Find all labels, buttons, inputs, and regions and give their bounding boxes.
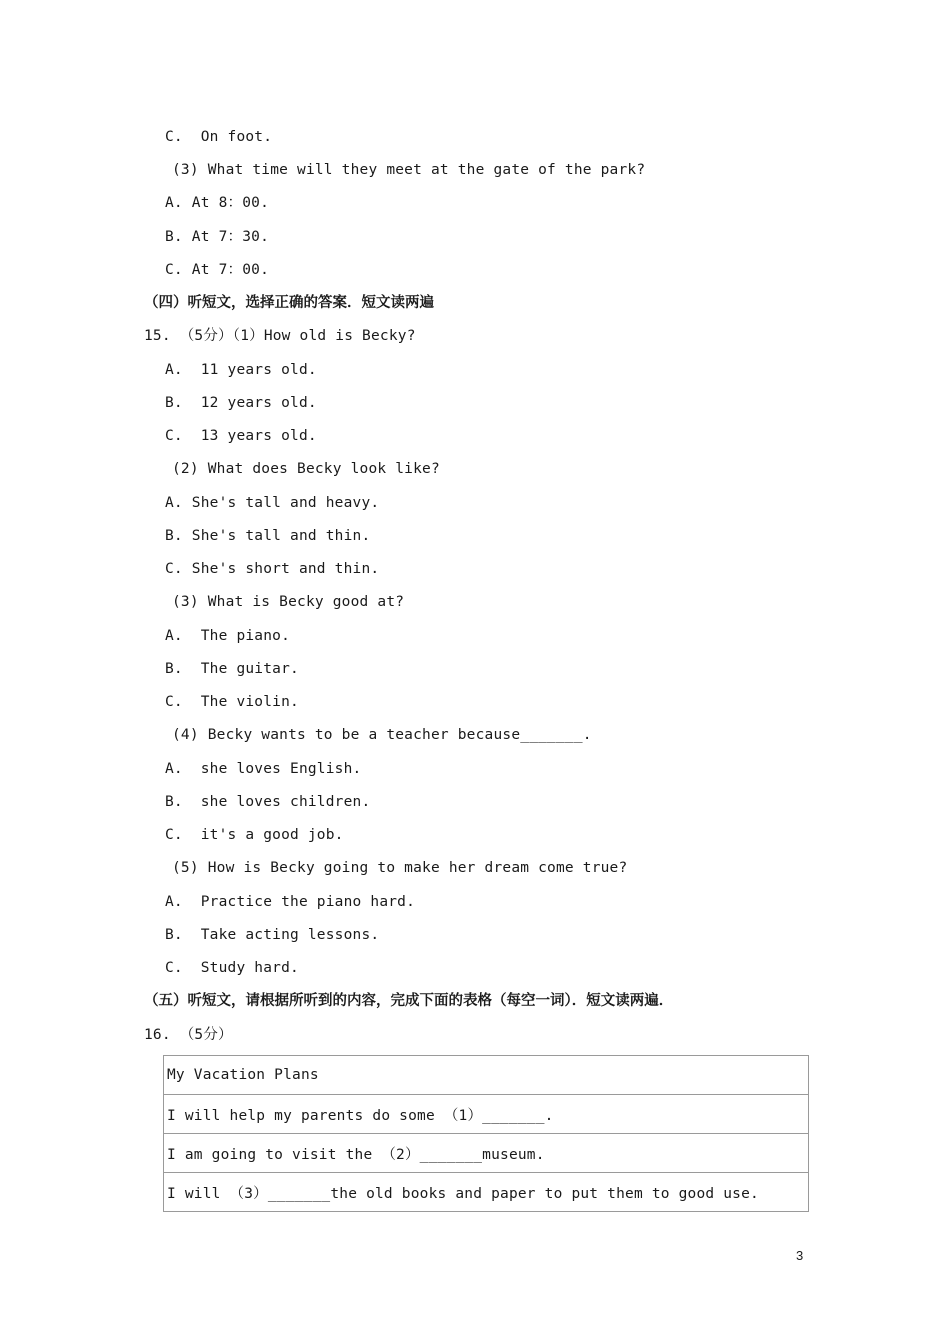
q4-option-c: C. it's a good job. <box>165 827 344 843</box>
q2-option-c: C. She's short and thin. <box>165 561 380 577</box>
table-cell-blank-3: I will （3）_______the old books and paper to put them to good use. <box>164 1173 809 1212</box>
q3-option-b: B. The guitar. <box>165 661 299 677</box>
q2-option-b: B. She's tall and thin. <box>165 528 371 544</box>
question-16-header: 16. （5分） <box>144 1027 233 1043</box>
q5-option-c: C. Study hard. <box>165 960 299 976</box>
q4-option-b: B. she loves children. <box>165 794 371 810</box>
table-row <box>164 1095 809 1134</box>
vacation-plans-table <box>163 1055 809 1212</box>
q5-option-a: A. Practice the piano hard. <box>165 894 416 910</box>
q5-option-b: B. Take acting lessons. <box>165 927 380 943</box>
q3-option-c: C. The violin. <box>165 694 299 710</box>
q2-option-a: A. She's tall and heavy. <box>165 495 380 511</box>
question-2-look-like: (2) What does Becky look like? <box>172 461 440 477</box>
table-cell-blank-2: I am going to visit the （2）_______museum. <box>164 1134 809 1173</box>
question-4-teacher: (4) Becky wants to be a teacher because_______. <box>172 727 592 743</box>
table-row <box>164 1056 809 1095</box>
q1-option-a: A. 11 years old. <box>165 362 317 378</box>
table-cell-title: My Vacation Plans <box>164 1056 809 1095</box>
option-b-730: B. At 7：30. <box>165 229 269 245</box>
page-number: 3 <box>796 1248 804 1263</box>
question-3-meet-time: (3) What time will they meet at the gate of the park? <box>172 162 646 178</box>
section-5-heading: （五）听短文，请根据所听到的内容，完成下面的表格（每空一词）．短文读两遍． <box>144 993 674 1009</box>
table-row <box>164 1173 809 1212</box>
q1-option-b: B. 12 years old. <box>165 395 317 411</box>
question-5-dream: (5) How is Becky going to make her dream come true? <box>172 860 628 876</box>
table-cell-blank-1: I will help my parents do some （1）_______. <box>164 1095 809 1134</box>
question-3-good-at: (3) What is Becky good at? <box>172 594 405 610</box>
option-c-7: C. At 7：00. <box>165 262 269 278</box>
option-c-on-foot: C. On foot. <box>165 129 273 145</box>
section-4-heading: （四）听短文，选择正确的答案．短文读两遍 <box>144 295 434 311</box>
q3-option-a: A. The piano. <box>165 628 291 644</box>
option-a-8: A. At 8：00. <box>165 195 269 211</box>
table-row <box>164 1134 809 1173</box>
q4-option-a: A. she loves English. <box>165 761 362 777</box>
question-15-header: 15. （5分）（1）How old is Becky? <box>144 328 416 344</box>
q1-option-c: C. 13 years old. <box>165 428 317 444</box>
